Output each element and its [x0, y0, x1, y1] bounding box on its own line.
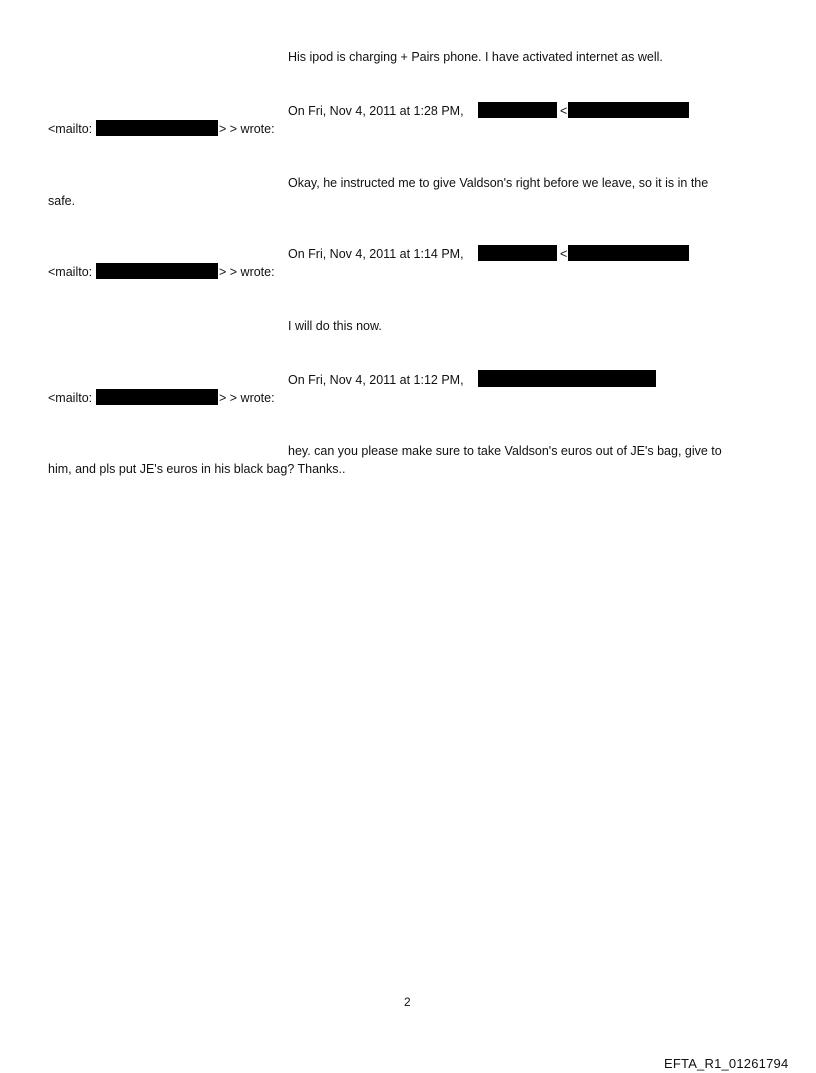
message-text: him, and pls put JE's euros in his black bag? Thanks..: [48, 462, 346, 476]
redaction-box: [478, 370, 656, 387]
redaction-box: [568, 245, 689, 261]
message-text: I will do this now.: [288, 319, 382, 333]
message-text: safe.: [48, 194, 76, 208]
message-text: Okay, he instructed me to give Valdson's right before we leave, so it is in the: [288, 176, 709, 190]
redaction-box: [568, 102, 689, 118]
message-text: His ipod is charging + Pairs phone. I have activated internet as well.: [288, 50, 663, 64]
wrote-label: > > wrote:: [219, 122, 275, 136]
wrote-label: > > wrote:: [219, 265, 275, 279]
page-number: 2: [404, 995, 411, 1009]
redaction-box: [478, 245, 557, 261]
mailto-label: <mailto:: [48, 265, 93, 279]
bates-number: EFTA_R1_01261794: [664, 1056, 789, 1071]
quote-header: On Fri, Nov 4, 2011 at 1:28 PM,: [288, 104, 464, 118]
angle-bracket: <: [560, 247, 568, 261]
message-text: hey. can you please make sure to take Valdson's euros out of JE's bag, give to: [288, 444, 722, 458]
mailto-label: <mailto:: [48, 391, 93, 405]
redaction-box: [96, 263, 218, 279]
angle-bracket: <: [560, 104, 568, 118]
quote-header: On Fri, Nov 4, 2011 at 1:14 PM,: [288, 247, 464, 261]
mailto-label: <mailto:: [48, 122, 93, 136]
wrote-label: > > wrote:: [219, 391, 275, 405]
redaction-box: [478, 102, 557, 118]
redaction-box: [96, 389, 218, 405]
quote-header: On Fri, Nov 4, 2011 at 1:12 PM,: [288, 373, 464, 387]
redaction-box: [96, 120, 218, 136]
